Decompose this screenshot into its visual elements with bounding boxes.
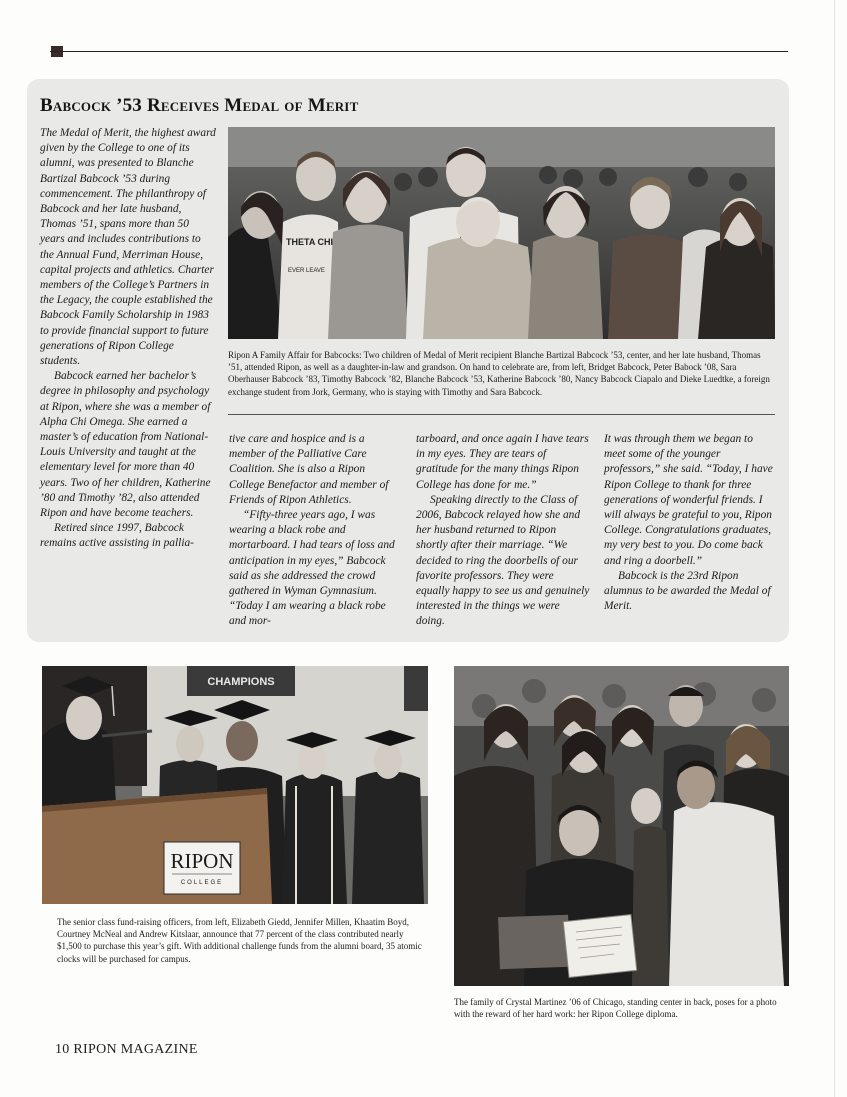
podium-college-text: COLLEGE	[180, 880, 224, 886]
paragraph: Retired since 1997, Babcock remains active assisting in pallia-	[40, 522, 194, 550]
senior-officers-caption: The senior class fund-raising officers, from left, Elizabeth Giedd, Jennifer Millen, Khaatim Boyd, Courtney McNeal and Andrew Kitslaar, announce that 77 percent of the class contributed nearly $1,500 to purchase this year’s gift. With additional challenge funds from the alumni board, 35 atomic clocks will be purchased for campus.	[57, 917, 422, 964]
page-folio: 10 RIPON MAGAZINE	[55, 1042, 198, 1057]
paragraph: Babcock earned her bachelor’s degree in philosophy and psychology at Ripon, where she was a member of Alpha Chi Omega. She earned a master’s of education from National-Louis University and taught at the elementary level for more than 40 years. Two of her children, Katherine ’80 and Timothy ’82, also attended Ripon and have become teachers.	[40, 370, 211, 520]
martinez-family-photo	[454, 666, 789, 986]
paragraph: tive care and hospice and is a member of the Palliative Care Coalition. She is also a Ripon College Benefactor and member of Friends of Ripon Athletics.	[229, 433, 389, 506]
podium-ripon-text: RIPON	[170, 849, 234, 873]
article-column-3	[416, 432, 590, 630]
shirt-text: THETA CHI	[286, 237, 333, 247]
paragraph: The Medal of Merit, the highest award given by the College to one of its alumni, was presented to Blanche Bartizal Babcock ’53 during commencement. The philanthropy of Babcock and her late husband, Thomas ’51, spans more than 50 years and includes contributions to the Annual Fund, Merriman House, capital projects and athletics. Charter members of the College’s Partners in the Legacy, the couple established the Babcock Family Scholarship in 1983 to provide financial support to future generations of Ripon College students.	[40, 127, 216, 368]
shirt-text-2: EVER LEAVE	[288, 268, 325, 274]
family-photo-illustration	[228, 127, 775, 339]
babcock-family-photo	[228, 127, 775, 339]
paragraph: It was through them we began to meet some of the younger professors,” she said. “Today, I have Ripon College to thank for three generations of wonderful friends. I will always be grateful to you, Ripon College. Congratulations graduates, my very best to you. Do come back and ring a doorbell.”	[604, 433, 773, 567]
paragraph: “Fifty-three years ago, I was wearing a black robe and mortarboard. I had tears of loss and anticipation in my eyes,” Babcock said as she addressed the crowd gathered in Wyman Gymnasium. “Today I am wearing a black robe and mor-	[229, 509, 395, 628]
martinez-family-caption: The family of Crystal Martinez ’06 of Chicago, standing center in back, poses for a photo with the reward of her hard work: her Ripon College diploma.	[454, 997, 777, 1020]
paragraph: tarboard, and once again I have tears in my eyes. They are tears of gratitude for the many things Ripon College has done for me.”	[416, 433, 589, 491]
family-photo-caption: Ripon A Family Affair for Babcocks: Two children of Medal of Merit recipient Blanche Bartizal Babcock ’53, center, and her late husband, Thomas ’51, attended Ripon, as well as a daughter-in-law and grandson. On hand to celebrate are, from left, Bridget Babcock, Peter Babock ’08, Sara Oberhauser Babcock ’83, Timothy Babcock ’82, Blanche Babcock ’53, Katherine Babcock ’80, Nancy Babcock Ciapalo and Dieke Luedtke, a foreign exchange student from Jork, Germany, who is staying with Timothy and Sara Babcock.	[228, 350, 770, 397]
top-rule	[50, 51, 788, 52]
page-edge-shadow	[834, 0, 835, 1097]
paragraph: Babcock is the 23rd Ripon alumnus to be awarded the Medal of Merit.	[604, 569, 771, 613]
article-column-4	[604, 432, 776, 614]
caption-rule	[228, 414, 775, 415]
article-column-2	[229, 432, 401, 630]
article-headline: Babcock ’53 Receives Medal of Merit	[40, 95, 359, 116]
paragraph: Speaking directly to the Class of 2006, Babcock relayed how she and her husband returned to Ripon shortly after their marriage. “We decided to ring the doorbells of our favorite professors. They were equally happy to see us and genuinely interested in the things we were doing.	[416, 493, 590, 628]
martinez-photo-illustration	[454, 666, 789, 986]
senior-officers-photo	[42, 666, 428, 904]
graduation-photo-illustration	[42, 666, 428, 904]
champions-banner: CHAMPIONS	[207, 676, 275, 688]
article-column-1	[40, 126, 216, 552]
